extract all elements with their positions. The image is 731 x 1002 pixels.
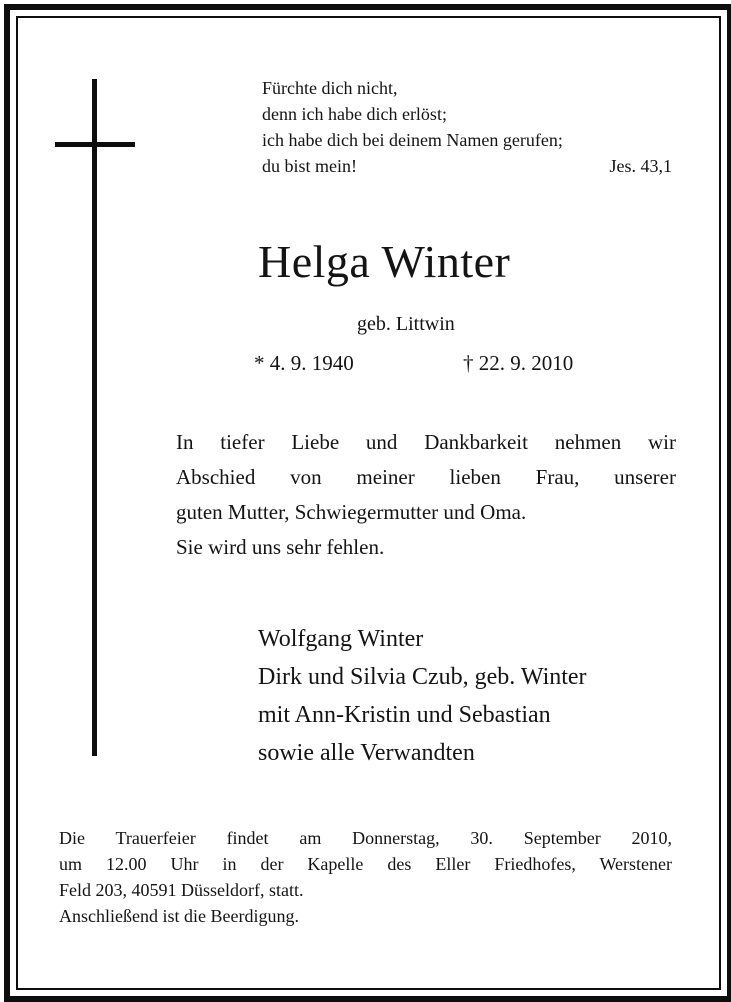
birth-date: * 4. 9. 1940 xyxy=(254,351,354,375)
funeral-line: Die Trauerfeier findet am Donnerstag, 30. September 2010, xyxy=(59,828,672,848)
funeral-line: Feld 203, 40591 Düsseldorf, statt. xyxy=(59,880,304,900)
mourner-line: sowie alle Verwandten xyxy=(258,740,475,766)
verse-reference: Jes. 43,1 xyxy=(609,156,672,176)
message-line: Abschied von meiner lieben Frau, unserer xyxy=(176,465,676,489)
maiden-name: geb. Littwin xyxy=(357,313,455,335)
funeral-line: um 12.00 Uhr in der Kapelle des Eller Friedhofes, Werstener xyxy=(59,854,672,874)
mourner-line: mit Ann-Kristin und Sebastian xyxy=(258,702,551,728)
verse-line: denn ich habe dich erlöst; xyxy=(262,104,447,124)
funeral-line: Anschließend ist die Beerdigung. xyxy=(59,906,299,926)
cross-horizontal-bar xyxy=(55,142,135,147)
mourners-list xyxy=(258,620,587,772)
mourner-line: Dirk und Silvia Czub, geb. Winter xyxy=(258,664,587,690)
verse-line: du bist mein! xyxy=(262,156,357,176)
message-line: guten Mutter, Schwiegermutter und Oma. xyxy=(176,500,527,524)
funeral-notice xyxy=(59,825,672,929)
verse-line: ich habe dich bei deinem Namen gerufen; xyxy=(262,130,563,150)
cross-vertical-bar xyxy=(92,79,97,756)
farewell-message xyxy=(176,425,676,565)
message-line: In tiefer Liebe und Dankbarkeit nehmen wir xyxy=(176,430,676,454)
verse-last-line xyxy=(262,153,672,179)
deceased-name: Helga Winter xyxy=(258,236,511,287)
bible-verse xyxy=(262,75,672,179)
death-date: † 22. 9. 2010 xyxy=(463,351,574,375)
verse-line: Fürchte dich nicht, xyxy=(262,78,398,98)
mourner-line: Wolfgang Winter xyxy=(258,626,424,652)
message-line: Sie wird uns sehr fehlen. xyxy=(176,535,385,559)
